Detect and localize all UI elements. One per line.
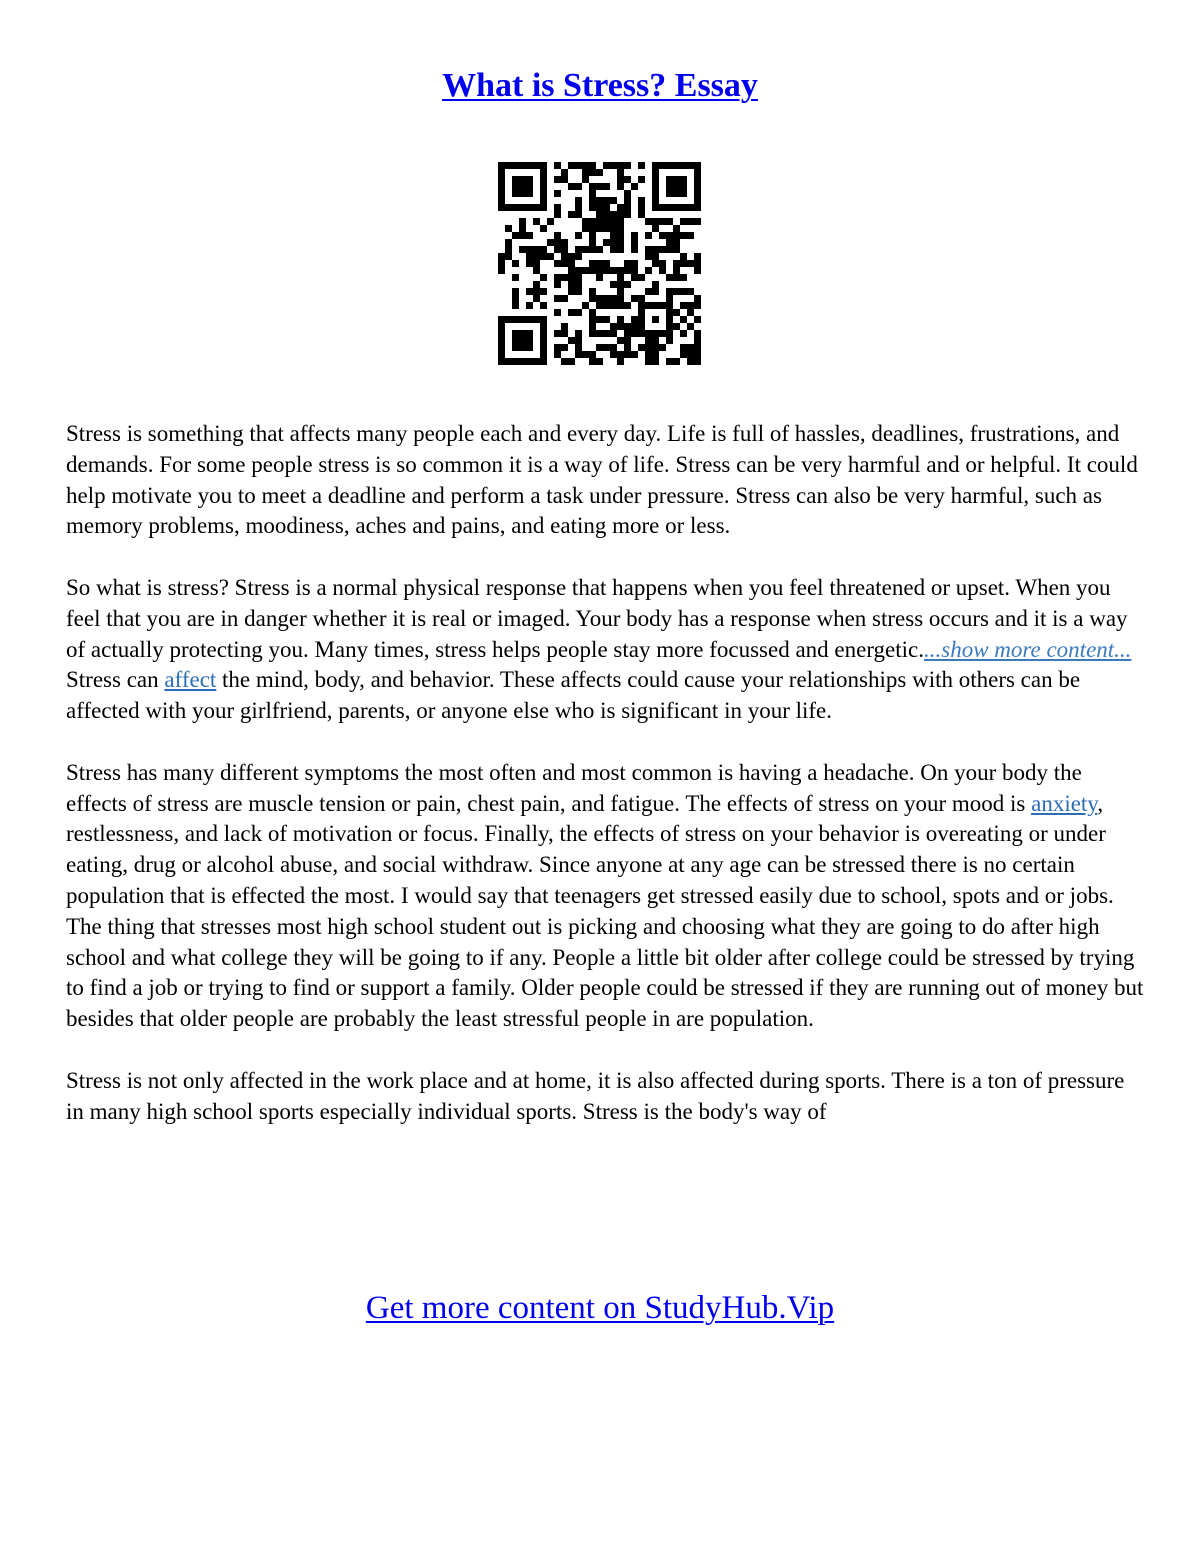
paragraph-2: [66, 573, 1146, 665]
title-link[interactable]: What is Stress? Essay: [442, 67, 758, 104]
paragraph-4: [66, 758, 1146, 1035]
footer: [0, 1286, 1200, 1330]
anxiety-link[interactable]: anxiety: [1031, 790, 1098, 816]
paragraph-4-text-after: , restlessness, and lack of motivation or focus. Finally, the effects of stress on your behavior is overeating or under eating, drug or alcohol abuse, and social withdraw. Since anyone at any age can be stressed there is no certain population that is effected the most. I would say that teenagers get stressed easily due to school, spots and or jobs. The thing that stresses most high school student out is picking and choosing what they are going to do after high school and what college they will be going to if any. People a little bit older after college could be stressed by trying to find a job or trying to find or support a family. Older people could be stressed if they are running out of money but besides that older people are probably the least stressful people in are population.: [66, 790, 1144, 1032]
studyhub-link[interactable]: Get more content on StudyHub.Vip: [365, 1290, 835, 1326]
show-more-link[interactable]: ...show more content...: [924, 636, 1132, 662]
paragraph-4-text-before: Stress has many different symptoms the most often and most common is having a headache. On your body the effects of stress are muscle tension or pain, chest pain, and fatigue. The effects of stress on your mood is: [66, 759, 1082, 816]
paragraph-1: Stress is something that affects many people each and every day. Life is full of hassles, deadlines, frustrations, and demands. For some people stress is so common it is a way of life. Stress can be very harmful and or helpful. It could help motivate you to meet a deadline and perform a task under pressure. Stress can also be very harmful, such as memory problems, moodiness, aches and pains, and eating more or less.: [66, 421, 1138, 539]
paragraph-2-text: So what is stress? Stress is a normal physical response that happens when you feel threatened or upset. When you feel that you are in danger whether it is real or imaged. Your body has a response when stress occurs and it is a way of actually protecting you. Many times, stress helps people stay more focussed and energetic.: [66, 574, 1128, 662]
paragraph-3-text-before: Stress can: [66, 667, 165, 693]
qr-code: [498, 162, 701, 365]
affect-link[interactable]: affect: [164, 667, 217, 693]
page-title: [0, 64, 1200, 108]
paragraph-3: [66, 665, 1146, 727]
paragraph-5: Stress is not only affected in the work place and at home, it is also affected during sports. There is a ton of pressure in many high school sports especially individual sports. Stress is the body's way of: [66, 1067, 1125, 1124]
essay-body: [66, 419, 1146, 1127]
paragraph-3-text-after: the mind, body, and behavior. These affects could cause your relationships with others can be affected with your girlfriend, parents, or anyone else who is significant in your life.: [66, 667, 1081, 724]
